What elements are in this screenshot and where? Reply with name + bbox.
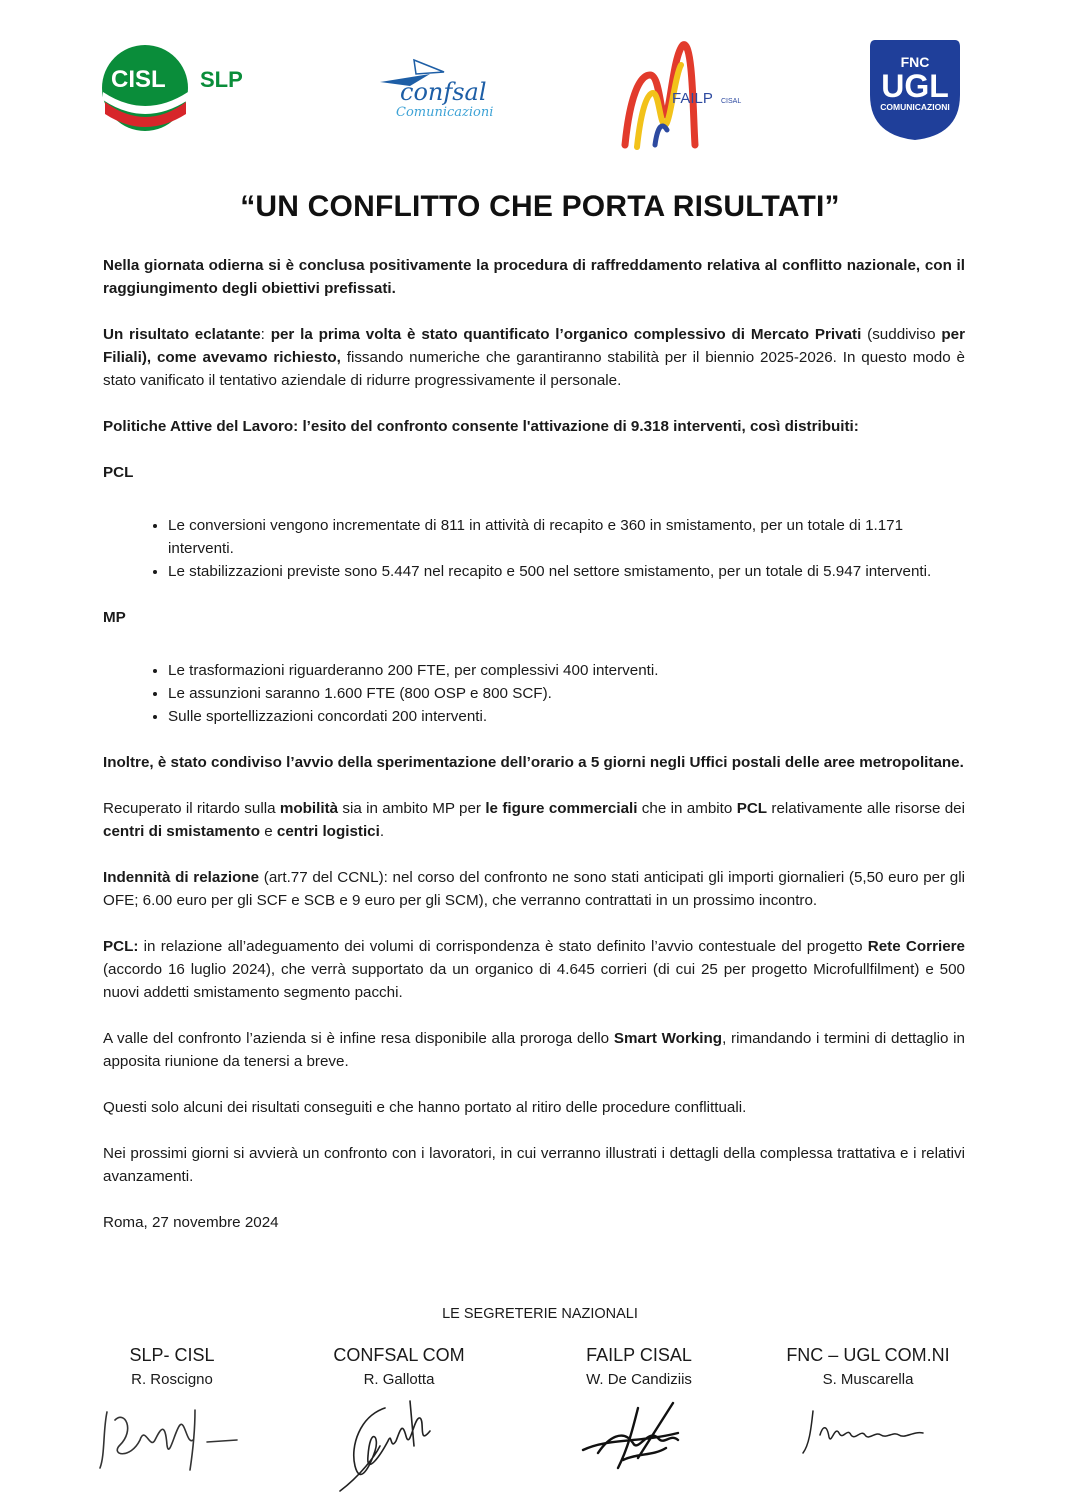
document-title: “UN CONFLITTO CHE PORTA RISULTATI” [240,190,840,223]
text-run: : [260,326,271,343]
bold-text: centri di smistamento [103,823,260,840]
failp-logo [615,35,755,160]
slp-logo-text: SLP [200,67,243,92]
signer-person: R. Gallotta [363,1371,435,1388]
bold-text: mobilità [279,800,339,817]
bold-text: Rete Corriere [867,938,965,955]
text-run: e [259,823,277,840]
signer-org: CONFSAL COM [333,1345,465,1365]
list-item: • Le conversioni vengono incrementate di 811 in attività di recapito e 360 in smistamento, per un totale di 1.171 interventi. [168,514,965,560]
signer-slp-cisl [72,1343,272,1391]
text-run: che in ambito [637,800,737,817]
bold-text: per la prima volta è stato quantificato l’organico complessivo di Mercato Privati [270,326,862,343]
text-run: (art.77 del CCNL): nel corso del confronto ne sono stati anticipati gli importi giornalieri (5,50 euro per gli OFE; 6.00 euro per gli SCF e SCB e 9 euro per gli SCM), che verranno contrattati in un prossimo incontro. [103,869,965,909]
date-line: Roma, 27 novembre 2024 [103,1214,279,1231]
fnc-logo-text: FNC [900,54,930,70]
ugl-logo-text: UGL [881,68,949,104]
signer-person: S. Muscarella [822,1371,914,1388]
confsal-logo-subtext: Comunicazioni [396,105,494,120]
intro-paragraph: Nella giornata odierna si è conclusa positivamente la procedura di raffreddamento relativa al conflitto nazionale, con il raggiungimento degli obiettivi prefissati. [103,257,965,297]
confsal-logo-text: confsal [400,78,487,106]
signature-gallotta-icon [330,1396,450,1499]
logos-header [0,30,1080,160]
bold-text: centri logistici [276,823,380,840]
prossimi-giorni-paragraph: Nei prossimi giorni si avvierà un confronto con i lavoratori, in cui verranno illustrati i dettagli della complessa trattativa e i relativi avanzamenti. [103,1145,965,1185]
bold-text: Un risultato eclatante [103,326,261,343]
signer-org: FNC – UGL COM.NI [786,1345,950,1365]
bold-text: Smart Working [613,1030,723,1047]
signer-org: SLP- CISL [129,1345,215,1365]
pcl-section-label: PCL [103,464,134,481]
text-run: in relazione all’adeguamento dei volumi di corrispondenza è stato definito l’avvio contestuale del progetto [138,938,868,955]
signature-muscarella-icon [795,1405,945,1465]
rete-corriere-paragraph [103,935,965,1004]
list-item: • Le trasformazioni riguarderanno 200 FTE, per complessivi 400 interventi. [168,659,965,682]
text-run: sia in ambito MP per [338,800,486,817]
pcl-list [103,514,965,583]
bold-text: Indennità di relazione [103,869,260,886]
list-item: • Sulle sportellizzazioni concordati 200 interventi. [168,705,965,728]
confsal-logo [370,52,505,127]
text-run: (suddiviso [861,326,942,343]
mp-list [103,659,965,728]
mobilita-paragraph [103,797,965,843]
signature-de-candiziis-icon [578,1398,698,1483]
document-body [103,254,965,1257]
list-item: • Le stabilizzazioni previste sono 5.447 nel recapito e 500 nel settore smistamento, per un totale di 5.947 interventi. [168,560,965,583]
text-run: (accordo 16 luglio 2024), che verrà supportato da un organico di 4.645 corrieri (di cui 25 per progetto Microfullfilment) e 500 nuovi addetti smistamento segmento pacchi. [103,961,965,1001]
politiche-paragraph: Politiche Attive del Lavoro: l’esito del confronto consente l'attivazione di 9.318 interventi, così distribuiti: [103,418,859,435]
list-item: • Le assunzioni saranno 1.600 FTE (800 OSP e 800 SCF). [168,682,965,705]
signer-failp-cisal [539,1343,739,1391]
bold-text: per Filiali), come avevamo richiesto, [103,326,965,366]
risultati-paragraph: Questi solo alcuni dei risultati conseguiti e che hanno portato al ritiro delle procedure conflittuali. [103,1099,747,1116]
failp-logo-subtext: CISAL [721,98,742,105]
signer-confsal-com [299,1343,499,1391]
smart-working-paragraph [103,1027,965,1073]
text-run: Recuperato il ritardo sulla [103,800,280,817]
text-run: , rimandando i termini di dettaglio in apposita riunione da tenersi a breve. [103,1030,965,1070]
ugl-logo [865,35,965,145]
failp-logo-text: FAILP [672,90,713,107]
signer-org: FAILP CISAL [586,1345,692,1365]
signer-person: W. De Candiziis [586,1371,692,1388]
signature-roscigno-icon [95,1400,245,1485]
cisl-slp-logo [100,42,260,137]
text-run: relativamente alle risorse dei [767,800,966,817]
result-paragraph [103,323,965,392]
text-run: fissando numeriche che garantiranno stabilità per il biennio 2025-2026. In questo modo è stato vanificato il tentativo aziendale di ridurre progressivamente il personale. [103,349,966,389]
signer-fnc-ugl [768,1343,968,1391]
text-run: A valle del confronto l’azienda si è infine resa disponibile alla proroga dello [103,1030,614,1047]
bold-text: PCL [736,800,768,817]
bold-text: PCL: [103,938,139,955]
mp-section-label: MP [103,609,126,626]
segreterie-heading: LE SEGRETERIE NAZIONALI [442,1306,638,1322]
bold-text: le figure commerciali [485,800,638,817]
ugl-logo-subtext: COMUNICAZIONI [880,102,950,112]
text-run: . [379,823,385,840]
signer-person: R. Roscigno [131,1371,213,1388]
orario-paragraph: Inoltre, è stato condiviso l’avvio della sperimentazione dell’orario a 5 giorni negli Uffici postali delle aree metropolitane. [103,754,964,771]
indennita-paragraph [103,866,965,912]
cisl-logo-text: CISL [111,66,166,93]
